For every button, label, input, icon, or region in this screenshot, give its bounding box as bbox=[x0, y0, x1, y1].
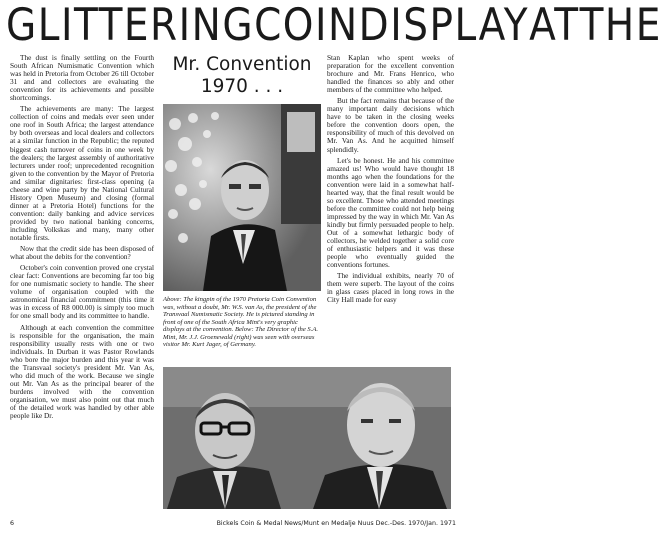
headline bbox=[6, 0, 662, 52]
headline-word: AT bbox=[529, 0, 580, 52]
headline-word: THE bbox=[579, 0, 662, 52]
headline-word: DISPLAY bbox=[358, 0, 530, 52]
photo-caption: Above: The kingpin of the 1970 Pretoria Coin Convention was, without a doubt, Mr. W.S. van As, the president of the Transvaal Numismatic Society. He is pictured standing in front of one of the South Africa Mint's very graphic displays at the convention. Below: The Director of the S.A. Mint, Mr. J.J. Groenewald (right) was seen with overseas visitor Mr. Kurt Jager, of Germany. bbox=[163, 296, 319, 348]
paragraph: October's coin convention proved one crystal clear fact: Conventions are becoming far too big for one numismatic society to handle. The sheer volume of organisation coupled with the astronomical financial commitment (this time it was in excess of R8 000.00) is simply too much for one small body and its committee to handle. bbox=[10, 263, 154, 321]
photo-groenewald-jager-image bbox=[163, 367, 451, 509]
paragraph: The achievements are many: The largest collection of coins and medals ever seen under one roof in South Africa; the largest attendance by both overseas and local dealers and collectors at a similar function in the Republic; the reputed biggest cash turnover of coins in one week by the dealers; the largest assembly of authoritative lecturers under roof; unprecedented recognition given to the convention by the Mayor of Pretoria and similar dignitaries: first-class opening (a cheese and wine party by the National Cultural History Open Museum) and closing (formal dinner at a Pretoria Hotel) functions for the convention: daily banking and advice services provided by two national banking concerns, including Volkskas and many, many other notable firsts. bbox=[10, 104, 154, 243]
article-column-1 bbox=[10, 54, 154, 423]
paragraph: The dust is finally settling on the Fourth South African Numismatic Convention which was held in Pretoria from October 26 till October 31 and and collectors are evaluating the convention for its achievements and possible shortcomings. bbox=[10, 53, 154, 103]
article-column-3 bbox=[327, 54, 454, 307]
publication-line: Bickels Coin & Medal News/Munt en Medalje Nuus Dec.-Des. 1970/Jan. 1971 bbox=[216, 519, 456, 527]
paragraph: But the fact remains that because of the many important daily decisions which have to be taken in the closing weeks before the convention doors open, the responsibility of much of this devolved on Mr. Van As. And he acquitted himself splendidly. bbox=[327, 96, 454, 154]
headline-word: COIN bbox=[254, 0, 359, 52]
subheadline-line: 1970 . . . bbox=[200, 76, 284, 97]
photo-van-as bbox=[163, 104, 321, 291]
photo-van-as-image bbox=[163, 104, 321, 291]
page-footer bbox=[10, 517, 456, 529]
paragraph: Although at each convention the committee is responsible for the organisation, the main responsibility usually rests with one or two individuals. In Durban it was Pastor Rowlands who bore the major burden and this year it was the Transvaal society's president Mr. Van As, who did much of the work. Because we single out Mr. Van As as the principal bearer of the burdens involved with the convention organisation, we must also point out that much of the detailed work was handled by other able people like Dr. bbox=[10, 322, 154, 421]
page-number: 6 bbox=[10, 519, 15, 527]
headline-word: GLITTERING bbox=[6, 0, 255, 52]
photo-groenewald-jager bbox=[163, 367, 451, 509]
paragraph: Now that the credit side has been disposed of what about the debits for the convention? bbox=[10, 244, 154, 262]
subheadline bbox=[164, 54, 320, 98]
paragraph: The individual exhibits, nearly 70 of them were superb. The layout of the coins in glass cases placed in long rows in the City Hall made for easy bbox=[327, 271, 454, 305]
subheadline-line: Mr. Convention bbox=[172, 54, 312, 75]
paragraph: Let's be honest. He and his committee amazed us! Who would have thought 18 months ago when the foundations for the convention were laid in a somewhat half-hearted way, that the final result would be so excellent. Those who attended meetings before the committee could not help being impressed by the way in which Mr. Van As kindly but firmly persuaded people to help. Out of a somewhat lethargic body of collectors, he welded together a solid core of enthusiastic helpers and it was these people who eventually guided the conventions fortunes. bbox=[327, 155, 454, 270]
paragraph: Stan Kaplan who spent weeks of preparation for the excellent convention brochure and Mr. Frans Henrico, who handled the finances so ably and other members of the committee who helped. bbox=[327, 53, 454, 95]
